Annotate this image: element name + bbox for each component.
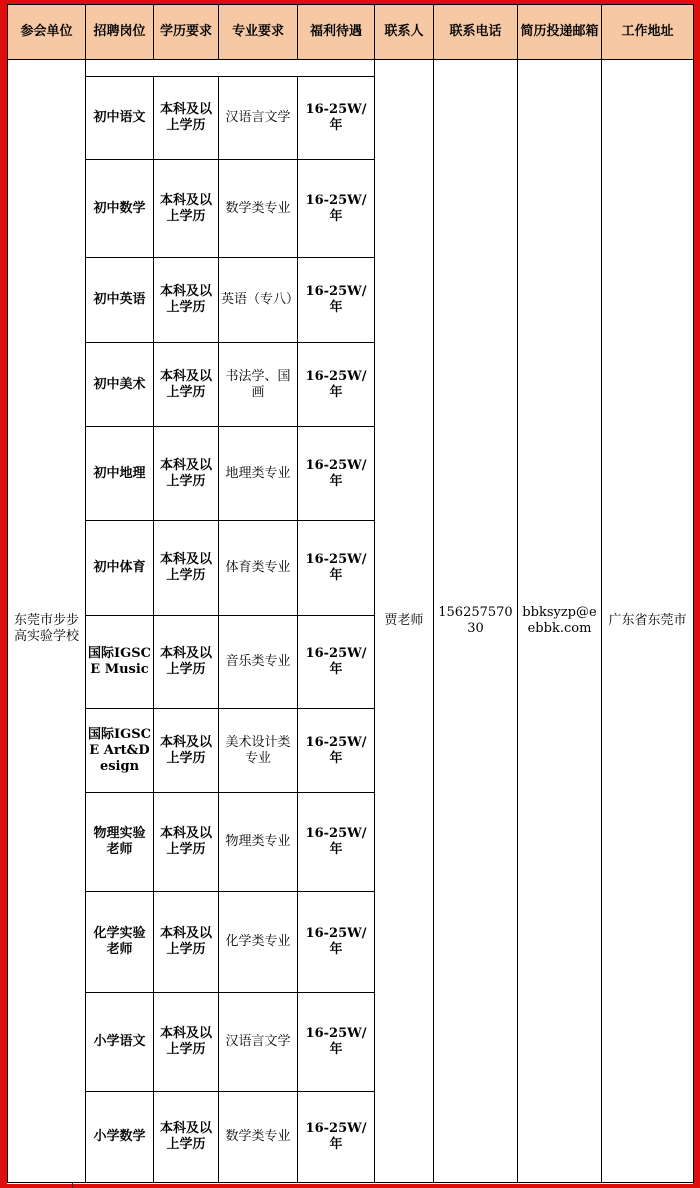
edu-cell: 本科及以上学历 (154, 521, 219, 616)
header-benefits: 福利待遇 (298, 5, 375, 60)
major-cell: 数学类专业 (219, 1092, 298, 1183)
pay-cell: 16-25W/年 (298, 521, 375, 616)
major-cell: 地理类专业 (219, 427, 298, 521)
header-row (8, 5, 694, 60)
major-cell: 音乐类专业 (219, 616, 298, 709)
header-unit: 参会单位 (8, 5, 86, 60)
pay-cell: 16-25W/年 (298, 993, 375, 1092)
edu-cell: 本科及以上学历 (154, 77, 219, 160)
pay-cell: 16-25W/年 (298, 709, 375, 793)
email-cell: bbksyzp@eebbk.com (518, 60, 602, 1183)
job-cell: 国际IGSCE Music (86, 616, 154, 709)
job-cell: 小学语文 (86, 993, 154, 1092)
major-cell: 物理类专业 (219, 793, 298, 892)
header-phone: 联系电话 (434, 5, 518, 60)
recruitment-table (7, 4, 694, 1183)
job-cell: 物理实验老师 (86, 793, 154, 892)
edu-cell: 本科及以上学历 (154, 993, 219, 1092)
header-contact: 联系人 (375, 5, 434, 60)
job-cell: 初中地理 (86, 427, 154, 521)
pay-cell: 16-25W/年 (298, 343, 375, 427)
edu-cell: 本科及以上学历 (154, 892, 219, 993)
edu-cell: 本科及以上学历 (154, 427, 219, 521)
major-cell: 汉语言文学 (219, 993, 298, 1092)
job-cell: 初中体育 (86, 521, 154, 616)
edu-cell: 本科及以上学历 (154, 709, 219, 793)
contact-cell: 贾老师 (375, 60, 434, 1183)
unit-spacer (8, 60, 86, 77)
pay-cell: 16-25W/年 (298, 892, 375, 993)
job-cell: 初中数学 (86, 160, 154, 258)
pay-cell: 16-25W/年 (298, 793, 375, 892)
job-cell: 小学数学 (86, 1092, 154, 1183)
major-cell: 书法学、国画 (219, 343, 298, 427)
major-cell: 数学类专业 (219, 160, 298, 258)
pay-cell: 16-25W/年 (298, 77, 375, 160)
header-email: 简历投递邮箱 (518, 5, 602, 60)
job-cell: 初中英语 (86, 258, 154, 343)
edu-cell: 本科及以上学历 (154, 160, 219, 258)
unit-cell: 东莞市步步高实验学校 (8, 77, 86, 1183)
major-cell: 汉语言文学 (219, 77, 298, 160)
edu-cell: 本科及以上学历 (154, 258, 219, 343)
pay-cell: 16-25W/年 (298, 1092, 375, 1183)
major-cell: 英语（专八） (219, 258, 298, 343)
edu-cell: 本科及以上学历 (154, 343, 219, 427)
major-cell: 美术设计类专业 (219, 709, 298, 793)
row-spacer (86, 60, 375, 77)
job-cell: 初中语文 (86, 77, 154, 160)
phone-cell: 15625757030 (434, 60, 518, 1183)
address-cell: 广东省东莞市 (602, 60, 694, 1183)
header-education: 学历要求 (154, 5, 219, 60)
pay-cell: 16-25W/年 (298, 160, 375, 258)
header-position: 招聘岗位 (86, 5, 154, 60)
job-cell: 国际IGSCE Art&Design (86, 709, 154, 793)
header-address: 工作地址 (602, 5, 694, 60)
edu-cell: 本科及以上学历 (154, 1092, 219, 1183)
pay-cell: 16-25W/年 (298, 258, 375, 343)
pay-cell: 16-25W/年 (298, 616, 375, 709)
table-row (8, 60, 694, 77)
header-major: 专业要求 (219, 5, 298, 60)
major-cell: 化学类专业 (219, 892, 298, 993)
pay-cell: 16-25W/年 (298, 427, 375, 521)
edu-cell: 本科及以上学历 (154, 616, 219, 709)
job-cell: 初中美术 (86, 343, 154, 427)
edu-cell: 本科及以上学历 (154, 793, 219, 892)
job-cell: 化学实验老师 (86, 892, 154, 993)
major-cell: 体育类专业 (219, 521, 298, 616)
